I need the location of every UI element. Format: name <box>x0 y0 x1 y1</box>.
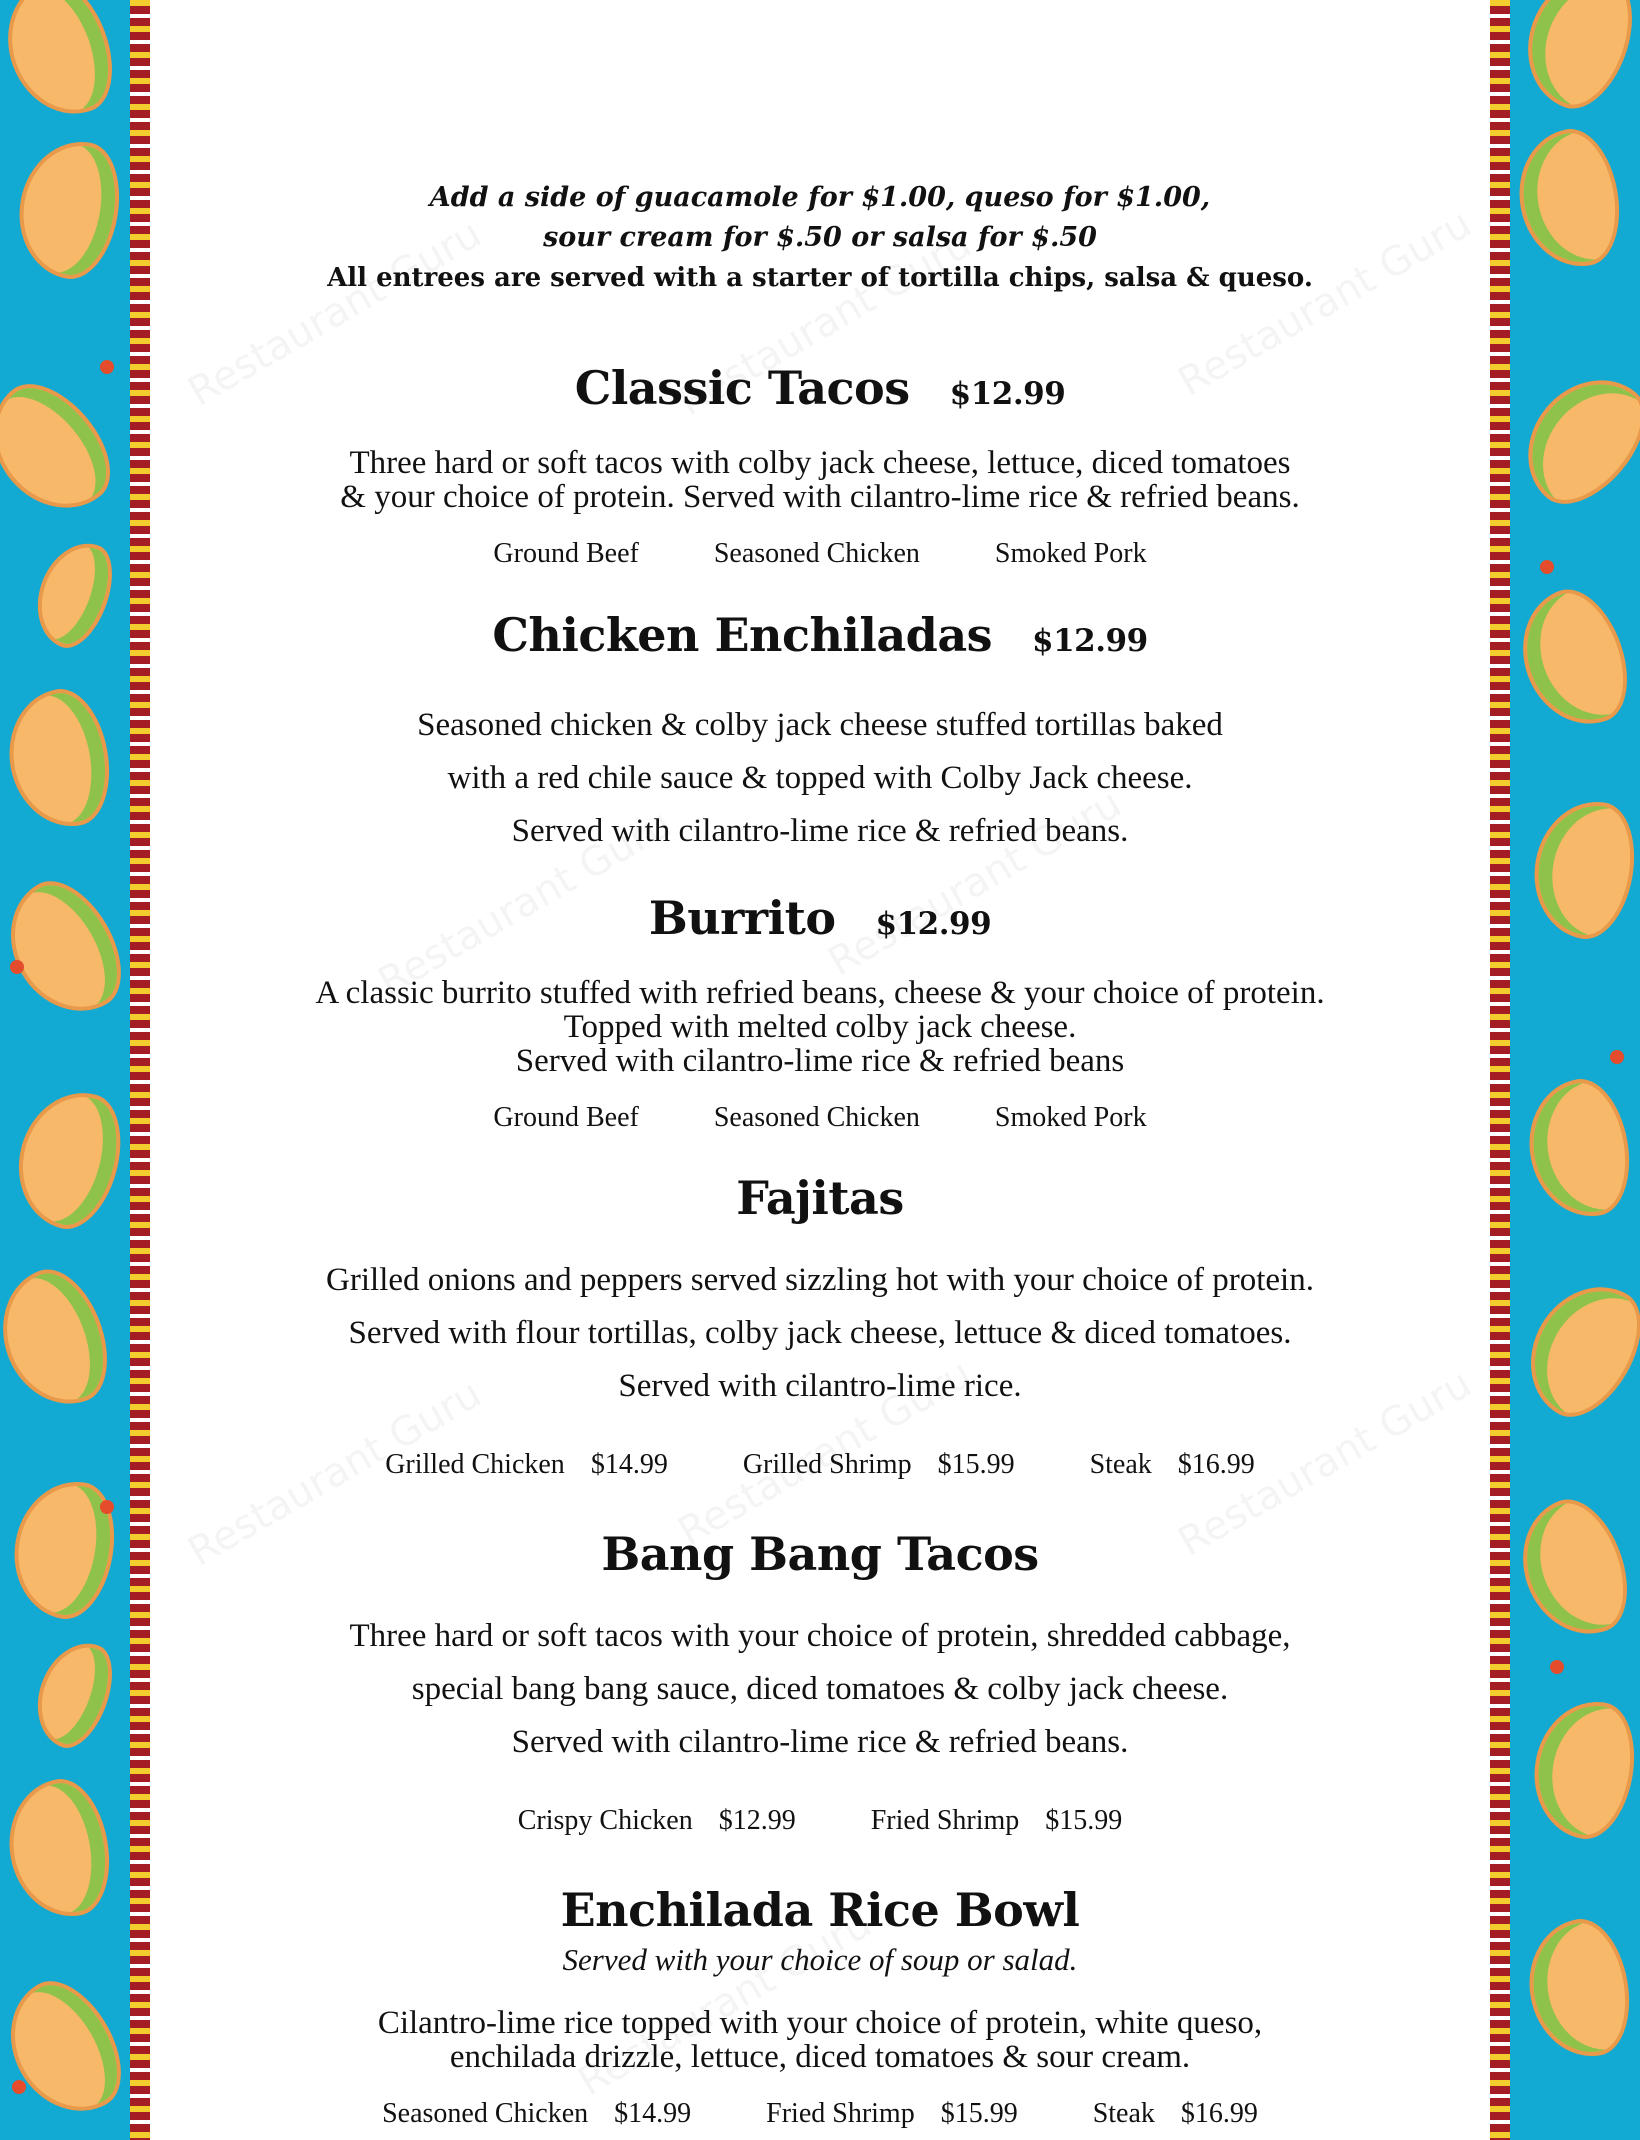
taco-icon <box>0 1773 119 1926</box>
description-line: & your choice of protein. Served with cilantro-lime rice & refried beans. <box>340 479 1300 515</box>
menu-item-chicken-enchiladas <box>160 605 1480 858</box>
menu-item-enchilada-rice-bowl <box>160 1880 1480 2130</box>
option-price: $14.99 <box>614 2098 692 2129</box>
option-label: Grilled Chicken <box>385 1449 565 1480</box>
item-name: Bang Bang Tacos <box>601 1527 1039 1581</box>
priced-option <box>1090 1449 1255 1481</box>
menu-item-bang-bang-tacos <box>160 1524 1480 1837</box>
taco-icon <box>1507 1265 1640 1434</box>
priced-option <box>382 2098 691 2130</box>
item-description <box>160 976 1480 1078</box>
option-price: $15.99 <box>940 2098 1018 2129</box>
description-line: Served with flour tortillas, colby jack cheese, lettuce & diced tomatoes. <box>348 1315 1292 1351</box>
taco-icon <box>1504 1487 1640 1650</box>
description-line: Served with cilantro-lime rice & refried beans <box>515 1043 1125 1079</box>
description-line: with a red chile sauce & topped with Colby Jack cheese. <box>447 760 1193 796</box>
option-label: Fried Shrimp <box>870 1805 1020 1836</box>
description-line: Served with cilantro-lime rice & refried beans. <box>511 1724 1129 1760</box>
taco-icon <box>4 1473 124 1626</box>
description-line: Cilantro-lime rice topped with your choice of protein, white queso, <box>377 2005 1263 2041</box>
item-price: $12.99 <box>1032 623 1148 659</box>
taco-icon <box>0 683 119 836</box>
taco-icon <box>1509 0 1640 121</box>
description-line: Seasoned chicken & colby jack cheese stuffed tortillas baked <box>417 707 1223 743</box>
protein-options <box>160 538 1480 570</box>
left-pattern-stripe <box>130 0 150 2140</box>
tomato-icon <box>1550 1660 1564 1674</box>
sides-note <box>160 178 1480 298</box>
taco-icon <box>1519 1073 1639 1226</box>
option-label: Grilled Shrimp <box>742 1449 912 1480</box>
taco-icon <box>1519 1913 1639 2066</box>
taco-icon <box>1504 577 1640 740</box>
item-name: Enchilada Rice Bowl <box>560 1883 1080 1937</box>
tomato-icon <box>10 960 24 974</box>
protein-option: Seasoned Chicken <box>713 1102 920 1133</box>
taco-icon <box>24 1632 125 1757</box>
protein-option: Ground Beef <box>493 538 639 569</box>
protein-option: Ground Beef <box>493 1102 639 1133</box>
description-line: Grilled onions and peppers served sizzling hot with your choice of protein. <box>326 1262 1314 1298</box>
left-taco-border <box>0 0 150 2140</box>
right-pattern-stripe <box>1490 0 1510 2140</box>
menu-item-fajitas <box>160 1168 1480 1481</box>
tomato-icon <box>100 1500 114 1514</box>
priced-option <box>518 1805 796 1837</box>
option-label: Steak <box>1092 2098 1155 2129</box>
description-line: Three hard or soft tacos with colby jack cheese, lettuce, diced tomatoes <box>349 445 1291 481</box>
option-label: Fried Shrimp <box>766 2098 915 2129</box>
taco-icon <box>24 532 125 657</box>
tomato-icon <box>1540 560 1554 574</box>
item-price: $12.99 <box>875 906 992 942</box>
priced-option <box>385 1449 668 1481</box>
taco-icon <box>1509 123 1629 276</box>
taco-icon <box>0 0 129 131</box>
item-price: $12.99 <box>949 376 1066 412</box>
taco-icon <box>1524 793 1640 946</box>
description-line: A classic burrito stuffed with refried beans, cheese & your choice of protein. <box>315 975 1325 1011</box>
priced-option <box>766 2098 1018 2130</box>
description-line: Three hard or soft tacos with your choice of protein, shredded cabbage, <box>349 1618 1291 1654</box>
taco-icon <box>1502 355 1640 524</box>
item-name: Burrito <box>648 891 836 945</box>
item-description <box>160 446 1480 514</box>
taco-icon <box>0 1965 141 2134</box>
priced-option <box>1093 2098 1258 2130</box>
taco-icon <box>0 365 131 534</box>
menu-page <box>160 0 1480 2140</box>
taco-icon <box>0 1257 124 1420</box>
description-line: Served with cilantro-lime rice. <box>618 1368 1022 1404</box>
menu-item-burrito <box>160 888 1480 1134</box>
tomato-icon <box>100 360 114 374</box>
item-description <box>160 2006 1480 2074</box>
item-name: Chicken Enchiladas <box>492 608 993 662</box>
item-name: Classic Tacos <box>574 361 910 415</box>
description-line: special bang bang sauce, diced tomatoes & colby jack cheese. <box>411 1671 1229 1707</box>
taco-icon <box>1524 1693 1640 1846</box>
priced-options <box>160 2098 1480 2130</box>
priced-option <box>871 1805 1123 1837</box>
sides-note-line: Add a side of guacamole for $1.00, queso for $1.00, <box>429 182 1211 213</box>
protein-options <box>160 1102 1480 1134</box>
option-price: $16.99 <box>1180 2098 1258 2129</box>
protein-option: Smoked Pork <box>994 538 1147 569</box>
option-label: Crispy Chicken <box>517 1805 693 1836</box>
item-description <box>160 1254 1480 1413</box>
right-taco-border <box>1490 0 1640 2140</box>
protein-option: Seasoned Chicken <box>713 538 920 569</box>
tomato-icon <box>12 2080 26 2094</box>
item-name: Fajitas <box>736 1171 904 1225</box>
taco-icon <box>4 1080 134 1239</box>
item-subtitle: Served with your choice of soup or salad. <box>562 1942 1078 1977</box>
item-description <box>160 1610 1480 1769</box>
option-price: $14.99 <box>590 1449 668 1480</box>
priced-options <box>160 1805 1480 1837</box>
option-price: $16.99 <box>1177 1449 1255 1480</box>
starter-note: All entrees are served with a starter of tortilla chips, salsa & queso. <box>327 263 1313 293</box>
option-label: Seasoned Chicken <box>382 2098 589 2129</box>
priced-options <box>160 1449 1480 1481</box>
description-line: Served with cilantro-lime rice & refried beans. <box>511 813 1129 849</box>
option-label: Steak <box>1089 1449 1152 1480</box>
tomato-icon <box>1610 1050 1624 1064</box>
option-price: $15.99 <box>1045 1805 1123 1836</box>
priced-option <box>743 1449 1015 1481</box>
menu-item-classic-tacos <box>160 358 1480 570</box>
taco-icon <box>0 865 141 1034</box>
protein-option: Smoked Pork <box>994 1102 1147 1133</box>
description-line: enchilada drizzle, lettuce, diced tomatoes & sour cream. <box>449 2039 1191 2075</box>
sides-note-line: sour cream for $.50 or salsa for $.50 <box>543 222 1097 253</box>
taco-icon <box>9 133 129 286</box>
option-price: $12.99 <box>718 1805 796 1836</box>
option-price: $15.99 <box>937 1449 1015 1480</box>
description-line: Topped with melted colby jack cheese. <box>563 1009 1077 1045</box>
item-description <box>160 699 1480 858</box>
